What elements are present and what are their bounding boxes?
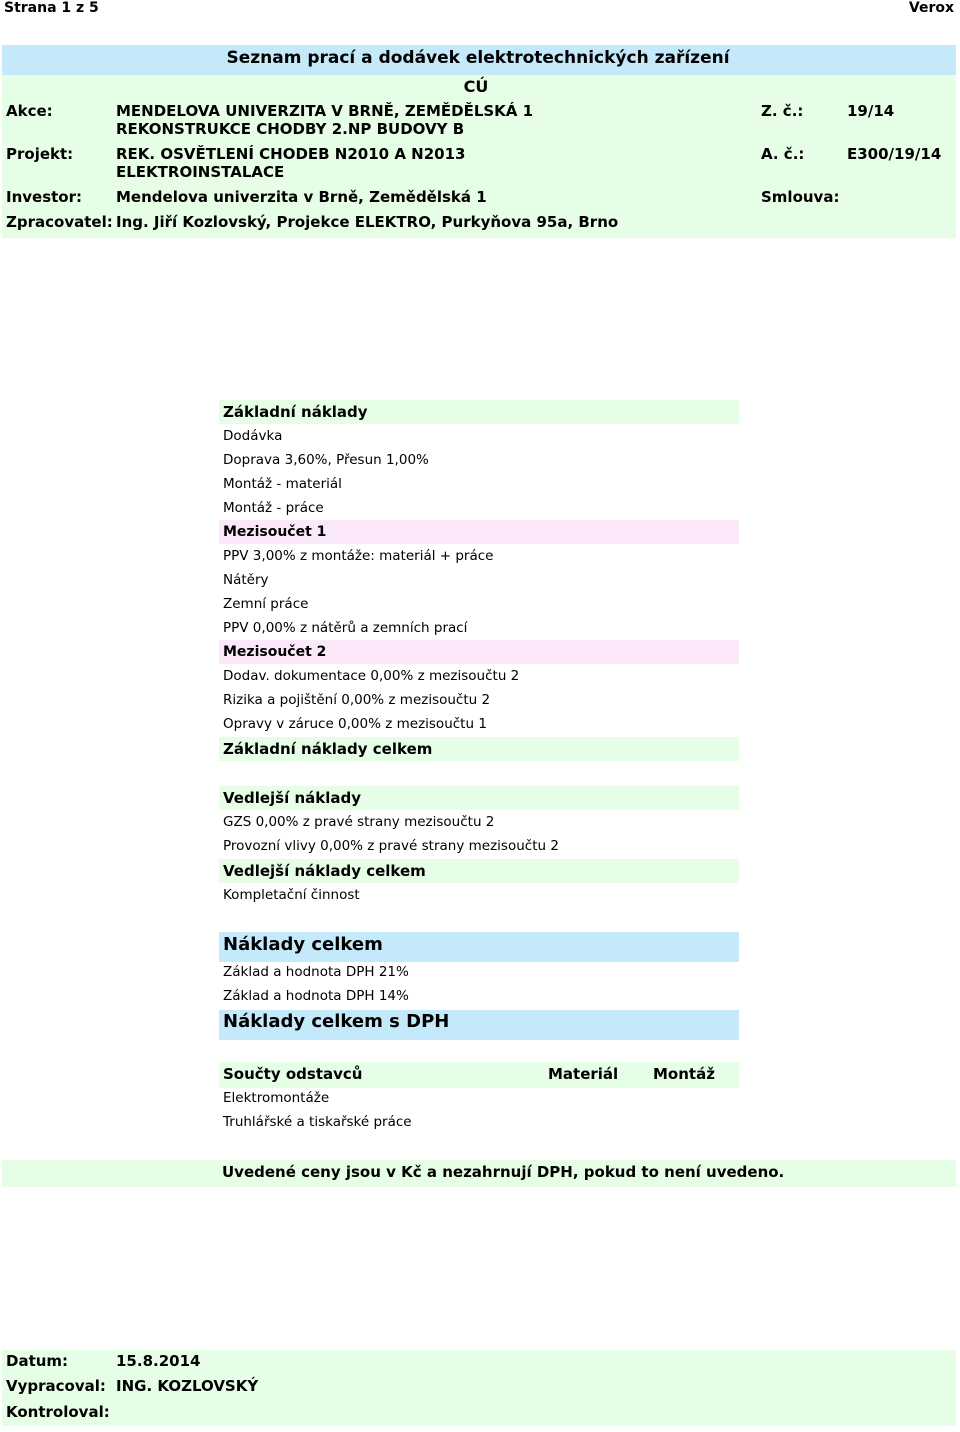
montaz-prace-row: Montáž - práce [223,500,324,516]
investor-value: Mendelova univerzita v Brně, Zemědělská 1 [116,188,487,206]
mezisoucet1-row: Mezisoučet 1 [219,520,739,544]
ac-label: A. č.: [761,145,805,163]
dokumentace-row: Dodav. dokumentace 0,00% z mezisoučtu 2 [223,668,520,684]
sums-material-header: Materiál [548,1065,619,1083]
ppv-montaze-row: PPV 3,00% z montáže: materiál + práce [223,548,494,564]
sums-item-truhlarske: Truhlářské a tiskařské práce [223,1114,412,1130]
naklady-celkem-row: Náklady celkem [219,932,739,962]
vypracoval-label: Vypracoval: [6,1377,106,1395]
zakladni-celkem-row: Základní náklady celkem [219,737,739,761]
sums-montaz-header: Montáž [653,1065,715,1083]
sums-header-row [219,1062,739,1088]
montaz-material-row: Montáž - materiál [223,476,342,492]
vypracoval-value: ING. KOZLOVSKÝ [116,1377,259,1395]
projekt-line2: ELEKTROINSTALACE [116,163,285,181]
kontroloval-label: Kontroloval: [6,1403,110,1421]
dph21-row: Základ a hodnota DPH 21% [223,964,409,980]
datum-label: Datum: [6,1352,69,1370]
projekt-label: Projekt: [6,145,74,163]
opravy-row: Opravy v záruce 0,00% z mezisoučtu 1 [223,716,487,732]
investor-label: Investor: [6,188,83,206]
dodavka-row: Dodávka [223,428,283,444]
ppv-nateru-row: PPV 0,00% z nátěrů a zemních prací [223,620,468,636]
doprava-row: Doprava 3,60%, Přesun 1,00% [223,452,429,468]
akce-line1: MENDELOVA UNIVERZITA V BRNĚ, ZEMĚDĚLSKÁ 1 [116,102,534,120]
akce-line2: REKONSTRUKCE CHODBY 2.NP BUDOVY B [116,120,465,138]
zc-label: Z. č.: [761,102,804,120]
vedlejsi-celkem-row: Vedlejší náklady celkem [219,859,739,883]
naklady-dph-row: Náklady celkem s DPH [219,1010,739,1040]
software-name: Verox [908,0,954,16]
sums-header-label: Součty odstavců [223,1065,363,1083]
natery-row: Nátěry [223,572,269,588]
zpracovatel-value: Ing. Jiří Kozlovský, Projekce ELEKTRO, Purkyňova 95a, Brno [116,213,619,231]
gzs-row: GZS 0,00% z pravé strany mezisoučtu 2 [223,814,495,830]
zc-value: 19/14 [847,102,895,120]
rizika-row: Rizika a pojištění 0,00% z mezisoučtu 2 [223,692,491,708]
akce-label: Akce: [6,102,53,120]
vedlejsi-naklady-heading: Vedlejší náklady [219,786,739,810]
dph14-row: Základ a hodnota DPH 14% [223,988,409,1004]
page-subtitle: CÚ [463,77,489,96]
datum-value: 15.8.2014 [116,1352,201,1370]
zpracovatel-label: Zpracovatel: [6,213,113,231]
mezisoucet2-row: Mezisoučet 2 [219,640,739,664]
projekt-line1: REK. OSVĚTLENÍ CHODEB N2010 A N2013 [116,145,466,163]
zemni-prace-row: Zemní práce [223,596,309,612]
smlouva-label: Smlouva: [761,188,840,206]
sums-item-elektromontaze: Elektromontáže [223,1090,330,1106]
zakladni-naklady-heading: Základní náklady [219,400,739,424]
provozni-vlivy-row: Provozní vlivy 0,00% z pravé strany mezisoučtu 2 [223,838,559,854]
price-note: Uvedené ceny jsou v Kč a nezahrnují DPH, pokud to není uvedeno. [222,1163,785,1181]
page-title: Seznam prací a dodávek elektrotechnických zařízení [226,48,730,68]
ac-value: E300/19/14 [847,145,942,163]
kompletacni-row: Kompletační činnost [223,887,360,903]
page-number: Strana 1 z 5 [4,0,99,16]
